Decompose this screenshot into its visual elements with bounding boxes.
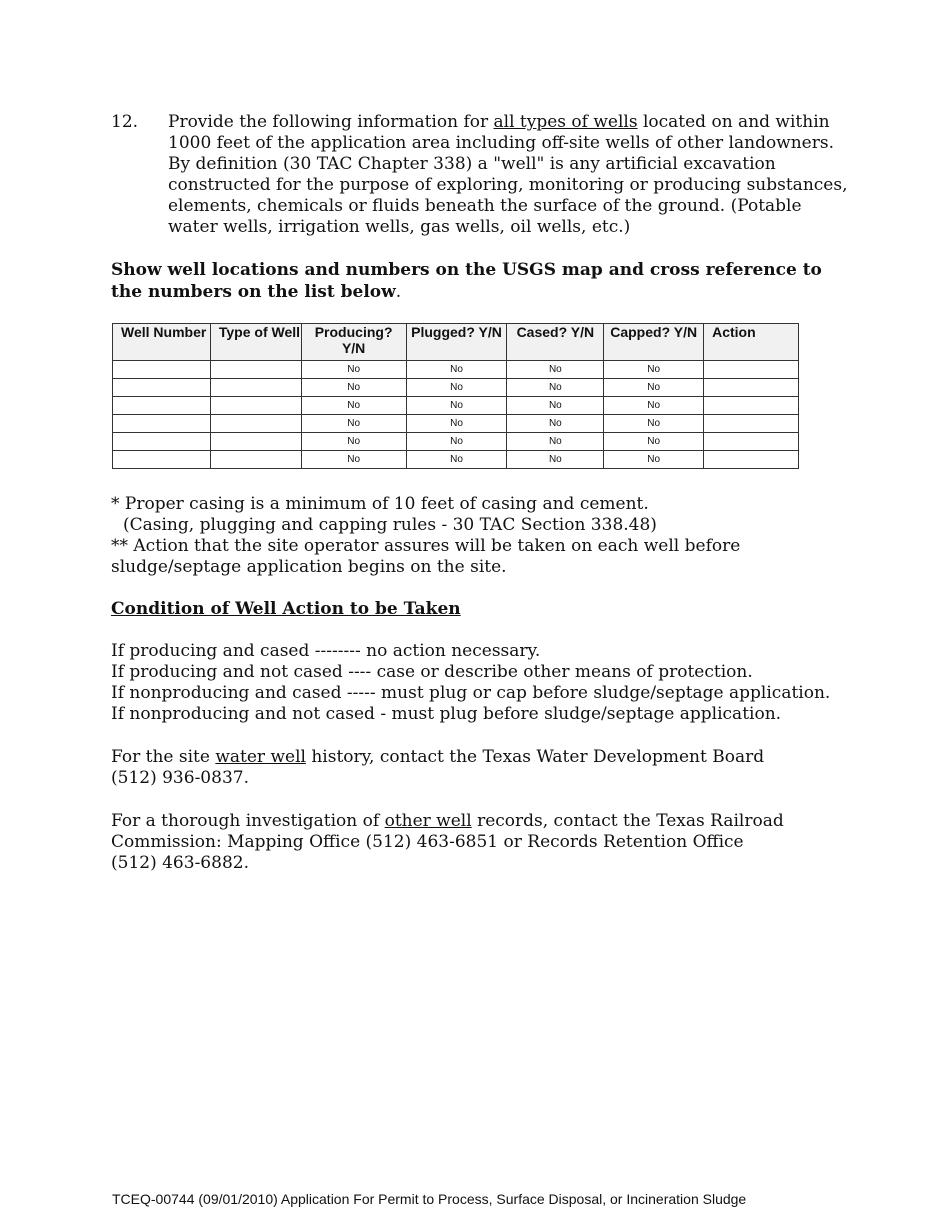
other-well-before: For a thorough investigation of: [111, 811, 385, 831]
table-row: [113, 379, 799, 397]
cell-cased[interactable]: No: [507, 433, 604, 451]
cell-action[interactable]: [704, 433, 799, 451]
header-action: Action: [704, 324, 799, 361]
cell-producing[interactable]: No: [301, 397, 406, 415]
item-text-before: Provide the following information for: [168, 112, 494, 132]
page-footer: TCEQ-00744 (09/01/2010) Application For Permit to Process, Surface Disposal, or Incineration Sludge: [112, 1191, 747, 1207]
cell-well-number[interactable]: [113, 379, 211, 397]
cell-type[interactable]: [210, 379, 301, 397]
cell-type[interactable]: [210, 415, 301, 433]
cell-producing[interactable]: No: [301, 451, 406, 469]
cell-well-number[interactable]: [113, 451, 211, 469]
cell-cased[interactable]: No: [507, 415, 604, 433]
other-well-paragraph: [111, 811, 851, 874]
cell-action[interactable]: [704, 397, 799, 415]
cell-type[interactable]: [210, 451, 301, 469]
cell-plugged[interactable]: No: [406, 379, 507, 397]
header-well-number: Well Number: [113, 324, 211, 361]
condition-rule: If nonproducing and cased ----- must plug or cap before sludge/septage application.: [111, 683, 831, 703]
condition-rules: [111, 641, 851, 725]
other-well-link-text: other well: [384, 811, 472, 831]
cell-capped[interactable]: No: [604, 451, 704, 469]
map-instruction-bold: Show well locations and numbers on the USGS map and cross reference to the numbers on the list below: [111, 260, 822, 302]
cell-action[interactable]: [704, 451, 799, 469]
table-row: [113, 415, 799, 433]
header-cased: Cased? Y/N: [507, 324, 604, 361]
condition-rule: If nonproducing and not cased - must plug before sludge/septage application.: [111, 704, 782, 724]
map-instruction-period: .: [395, 282, 402, 302]
cell-action[interactable]: [704, 361, 799, 379]
item-number: 12.: [111, 112, 139, 132]
table-row: [113, 361, 799, 379]
table-row: [113, 451, 799, 469]
cell-cased[interactable]: No: [507, 379, 604, 397]
header-producing: Producing? Y/N: [301, 324, 406, 361]
cell-action[interactable]: [704, 379, 799, 397]
cell-producing[interactable]: No: [301, 361, 406, 379]
cell-plugged[interactable]: No: [406, 397, 507, 415]
header-type-of-well: Type of Well: [210, 324, 301, 361]
cell-capped[interactable]: No: [604, 415, 704, 433]
other-well-line-1: [111, 811, 851, 832]
cell-cased[interactable]: No: [507, 451, 604, 469]
item-text: [168, 112, 848, 238]
other-well-after: records, contact the Texas Railroad: [471, 811, 784, 831]
table-row: [113, 397, 799, 415]
condition-title: Condition of Well Action to be Taken: [111, 599, 461, 619]
cell-cased[interactable]: No: [507, 397, 604, 415]
water-well-before: For the site: [111, 747, 216, 767]
table-header-row: [113, 324, 799, 361]
cell-capped[interactable]: No: [604, 361, 704, 379]
cell-cased[interactable]: No: [507, 361, 604, 379]
water-well-paragraph: [111, 747, 851, 789]
note-casing: * Proper casing is a minimum of 10 feet of casing and cement.: [111, 494, 649, 514]
water-well-phone: (512) 936-0837.: [111, 768, 249, 788]
cell-plugged[interactable]: No: [406, 415, 507, 433]
table-row: [113, 433, 799, 451]
cell-well-number[interactable]: [113, 361, 211, 379]
condition-rule: If producing and not cased ---- case or describe other means of protection.: [111, 662, 753, 682]
header-capped: Capped? Y/N: [604, 324, 704, 361]
cell-producing[interactable]: No: [301, 415, 406, 433]
condition-rule: If producing and cased -------- no action necessary.: [111, 641, 541, 661]
water-well-after: history, contact the Texas Water Development Board: [305, 747, 765, 767]
item-text-after: located on and within 1000 feet of the application area including off-site wells of other landowners. By definition (30 TAC Chapter 338) a "well" is any artificial excavation constructed for the purpose of exploring, monitoring or producing substances, elements, chemicals or fluids beneath the surface of the ground. (Potable water wells, irrigation wells, gas wells, oil wells, etc.): [168, 112, 848, 237]
note-action: ** Action that the site operator assures will be taken on each well before sludge/septage application begins on the site.: [111, 536, 741, 577]
cell-well-number[interactable]: [113, 433, 211, 451]
cell-plugged[interactable]: No: [406, 433, 507, 451]
cell-plugged[interactable]: No: [406, 361, 507, 379]
cell-producing[interactable]: No: [301, 433, 406, 451]
cell-capped[interactable]: No: [604, 397, 704, 415]
wells-table: [112, 323, 799, 469]
cell-well-number[interactable]: [113, 415, 211, 433]
header-plugged: Plugged? Y/N: [406, 324, 507, 361]
cell-type[interactable]: [210, 361, 301, 379]
note-rules: (Casing, plugging and capping rules - 30 TAC Section 338.48): [123, 515, 657, 535]
cell-type[interactable]: [210, 397, 301, 415]
cell-producing[interactable]: No: [301, 379, 406, 397]
cell-capped[interactable]: No: [604, 433, 704, 451]
water-well-link-text: water well: [215, 747, 306, 767]
notes: [111, 494, 851, 578]
cell-capped[interactable]: No: [604, 379, 704, 397]
water-well-line-1: [111, 747, 851, 768]
item-text-underlined: all types of wells: [493, 112, 638, 132]
cell-action[interactable]: [704, 415, 799, 433]
cell-type[interactable]: [210, 433, 301, 451]
other-well-line-3: (512) 463-6882.: [111, 853, 249, 873]
cell-plugged[interactable]: No: [406, 451, 507, 469]
cell-well-number[interactable]: [113, 397, 211, 415]
other-well-line-2: Commission: Mapping Office (512) 463-6851 or Records Retention Office: [111, 832, 744, 852]
map-instruction: [111, 259, 841, 303]
